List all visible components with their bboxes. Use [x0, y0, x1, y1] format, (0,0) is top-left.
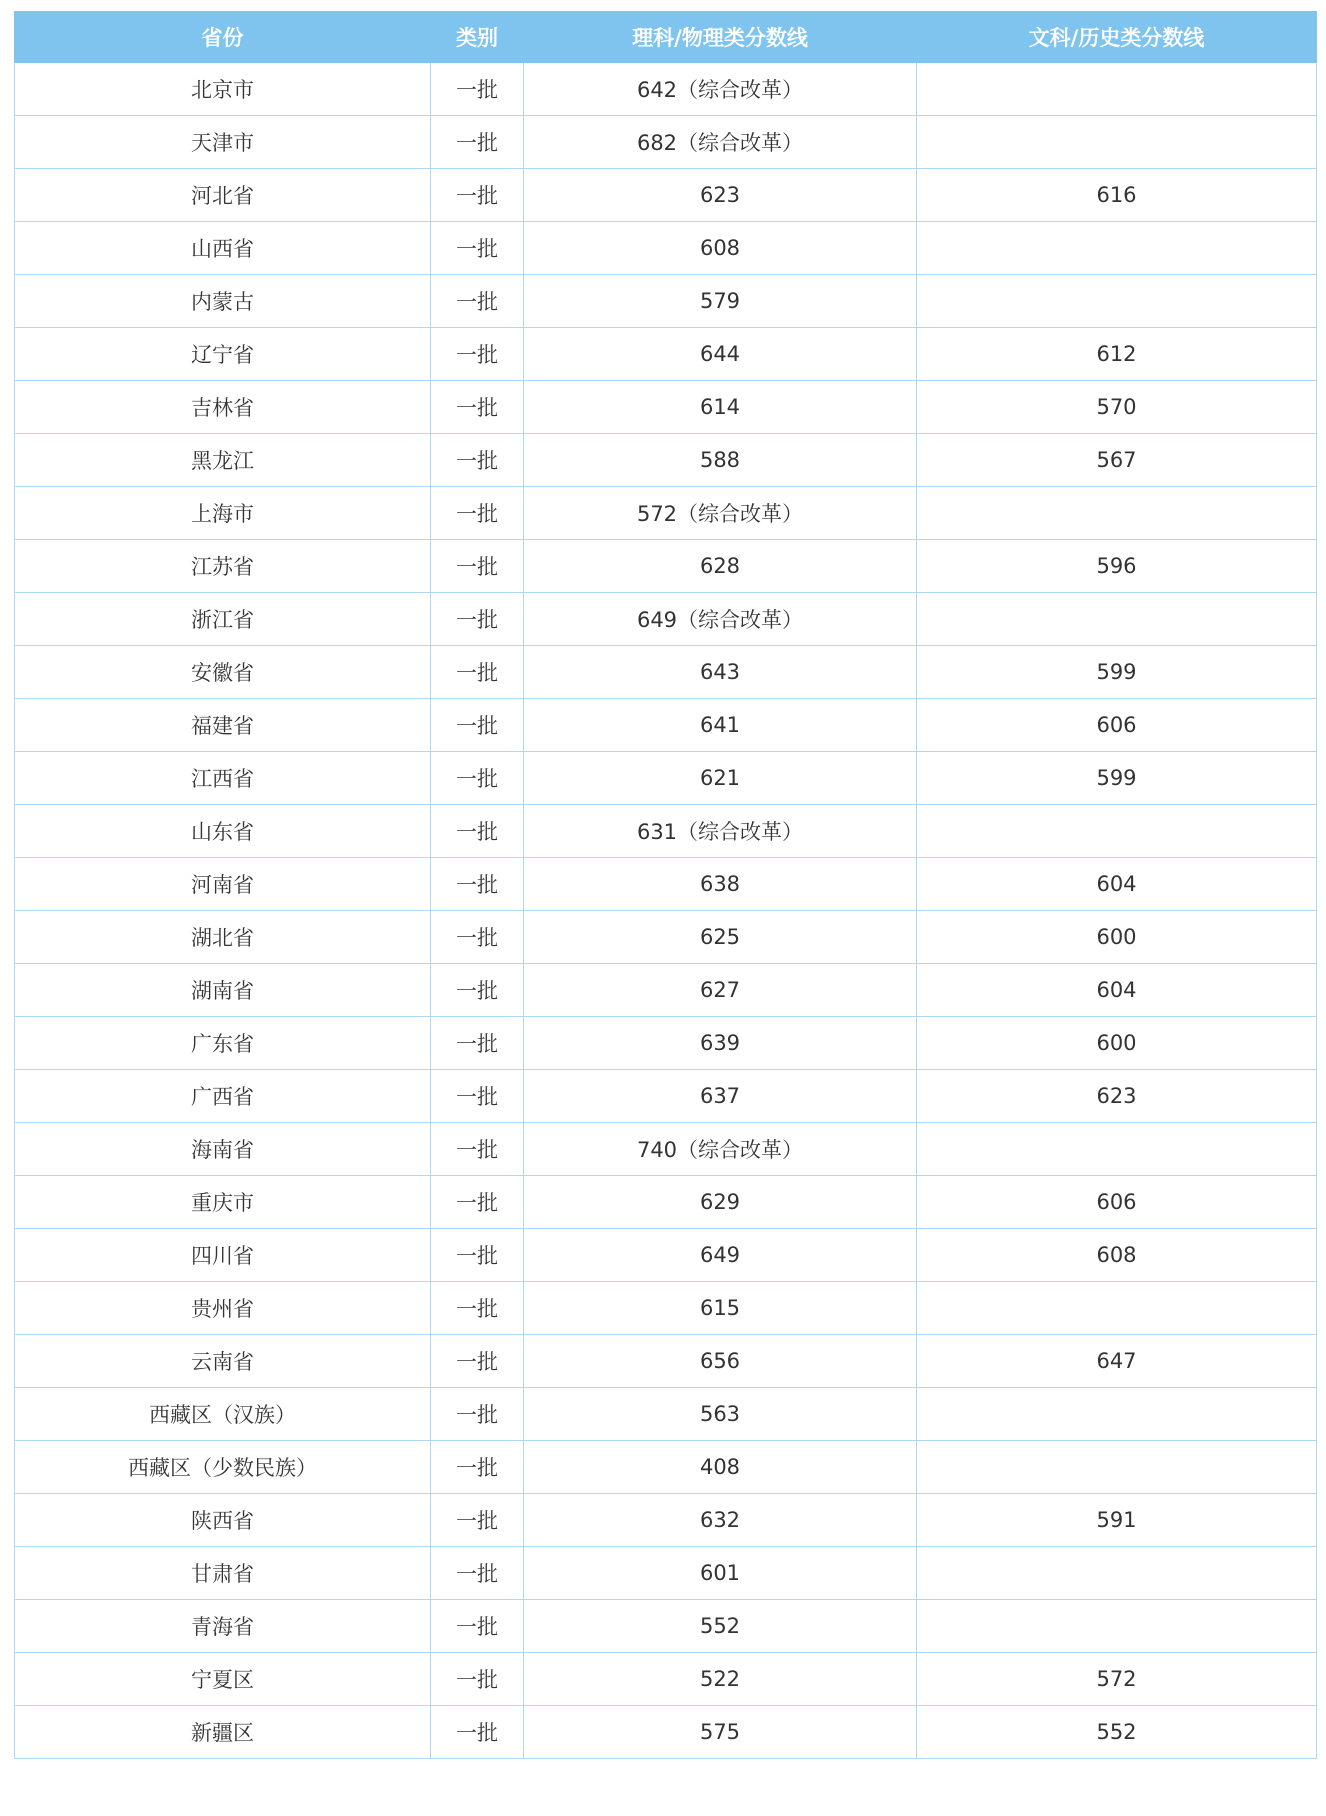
cell-science-score: 522 — [524, 1653, 917, 1706]
cell-category: 一批 — [431, 116, 524, 169]
table-row — [15, 752, 1317, 805]
cell-province: 山西省 — [15, 222, 431, 275]
cell-science-score: 572（综合改革） — [524, 487, 917, 540]
cell-category: 一批 — [431, 1494, 524, 1547]
cell-science-score: 625 — [524, 911, 917, 964]
cell-province: 上海市 — [15, 487, 431, 540]
cell-arts-score: 600 — [917, 911, 1317, 964]
cell-category: 一批 — [431, 1176, 524, 1229]
header-arts-score: 文科/历史类分数线 — [917, 12, 1317, 63]
cell-province: 西藏区（少数民族） — [15, 1441, 431, 1494]
table-row — [15, 646, 1317, 699]
table-row — [15, 1600, 1317, 1653]
cell-category: 一批 — [431, 1335, 524, 1388]
cell-arts-score: 647 — [917, 1335, 1317, 1388]
cell-science-score: 552 — [524, 1600, 917, 1653]
table-header — [15, 12, 1317, 63]
table-row — [15, 1335, 1317, 1388]
table-row — [15, 593, 1317, 646]
cell-category: 一批 — [431, 858, 524, 911]
cell-arts-score: 604 — [917, 964, 1317, 1017]
cell-science-score: 621 — [524, 752, 917, 805]
cell-category: 一批 — [431, 1441, 524, 1494]
table-body — [15, 63, 1317, 1759]
cell-category: 一批 — [431, 1123, 524, 1176]
cell-science-score: 643 — [524, 646, 917, 699]
score-table — [14, 11, 1317, 1759]
cell-category: 一批 — [431, 1600, 524, 1653]
table-row — [15, 169, 1317, 222]
cell-province: 安徽省 — [15, 646, 431, 699]
cell-category: 一批 — [431, 275, 524, 328]
cell-category: 一批 — [431, 911, 524, 964]
table-row — [15, 116, 1317, 169]
table-row — [15, 1070, 1317, 1123]
cell-science-score: 575 — [524, 1706, 917, 1759]
cell-arts-score: 567 — [917, 434, 1317, 487]
cell-arts-score — [917, 1282, 1317, 1335]
cell-province: 陕西省 — [15, 1494, 431, 1547]
cell-arts-score: 599 — [917, 752, 1317, 805]
cell-category: 一批 — [431, 1547, 524, 1600]
cell-province: 贵州省 — [15, 1282, 431, 1335]
cell-science-score: 631（综合改革） — [524, 805, 917, 858]
cell-arts-score — [917, 593, 1317, 646]
table-row — [15, 699, 1317, 752]
cell-science-score: 615 — [524, 1282, 917, 1335]
cell-province: 黑龙江 — [15, 434, 431, 487]
cell-arts-score — [917, 116, 1317, 169]
cell-arts-score: 608 — [917, 1229, 1317, 1282]
table-row — [15, 222, 1317, 275]
cell-category: 一批 — [431, 1282, 524, 1335]
cell-science-score: 588 — [524, 434, 917, 487]
table-row — [15, 540, 1317, 593]
cell-arts-score: 604 — [917, 858, 1317, 911]
table-row — [15, 964, 1317, 1017]
cell-province: 宁夏区 — [15, 1653, 431, 1706]
table-row — [15, 911, 1317, 964]
cell-science-score: 644 — [524, 328, 917, 381]
cell-province: 云南省 — [15, 1335, 431, 1388]
cell-province: 天津市 — [15, 116, 431, 169]
cell-category: 一批 — [431, 434, 524, 487]
cell-category: 一批 — [431, 752, 524, 805]
table-row — [15, 1653, 1317, 1706]
cell-arts-score — [917, 1123, 1317, 1176]
cell-category: 一批 — [431, 328, 524, 381]
cell-province: 浙江省 — [15, 593, 431, 646]
table-row — [15, 1547, 1317, 1600]
cell-province: 四川省 — [15, 1229, 431, 1282]
cell-science-score: 649 — [524, 1229, 917, 1282]
cell-science-score: 632 — [524, 1494, 917, 1547]
score-table-container — [14, 11, 1316, 1759]
cell-category: 一批 — [431, 169, 524, 222]
table-row — [15, 434, 1317, 487]
cell-arts-score: 606 — [917, 699, 1317, 752]
cell-science-score: 628 — [524, 540, 917, 593]
cell-arts-score — [917, 63, 1317, 116]
cell-province: 青海省 — [15, 1600, 431, 1653]
header-province: 省份 — [15, 12, 431, 63]
cell-province: 山东省 — [15, 805, 431, 858]
cell-category: 一批 — [431, 1706, 524, 1759]
cell-arts-score: 606 — [917, 1176, 1317, 1229]
cell-category: 一批 — [431, 805, 524, 858]
cell-science-score: 563 — [524, 1388, 917, 1441]
cell-arts-score: 623 — [917, 1070, 1317, 1123]
table-row — [15, 1494, 1317, 1547]
table-row — [15, 275, 1317, 328]
cell-province: 河南省 — [15, 858, 431, 911]
cell-arts-score — [917, 805, 1317, 858]
cell-science-score: 627 — [524, 964, 917, 1017]
cell-category: 一批 — [431, 646, 524, 699]
cell-province: 海南省 — [15, 1123, 431, 1176]
table-row — [15, 63, 1317, 116]
cell-arts-score — [917, 1600, 1317, 1653]
cell-science-score: 649（综合改革） — [524, 593, 917, 646]
cell-science-score: 623 — [524, 169, 917, 222]
cell-science-score: 642（综合改革） — [524, 63, 917, 116]
cell-science-score: 656 — [524, 1335, 917, 1388]
cell-science-score: 641 — [524, 699, 917, 752]
table-row — [15, 1282, 1317, 1335]
cell-arts-score: 591 — [917, 1494, 1317, 1547]
cell-province: 西藏区（汉族） — [15, 1388, 431, 1441]
cell-arts-score: 552 — [917, 1706, 1317, 1759]
cell-category: 一批 — [431, 1388, 524, 1441]
table-row — [15, 1123, 1317, 1176]
cell-science-score: 638 — [524, 858, 917, 911]
cell-arts-score — [917, 1388, 1317, 1441]
cell-province: 辽宁省 — [15, 328, 431, 381]
header-row — [15, 12, 1317, 63]
cell-science-score: 614 — [524, 381, 917, 434]
cell-arts-score — [917, 1547, 1317, 1600]
cell-province: 北京市 — [15, 63, 431, 116]
table-row — [15, 1388, 1317, 1441]
cell-province: 福建省 — [15, 699, 431, 752]
cell-province: 内蒙古 — [15, 275, 431, 328]
cell-province: 甘肃省 — [15, 1547, 431, 1600]
cell-province: 河北省 — [15, 169, 431, 222]
cell-category: 一批 — [431, 964, 524, 1017]
cell-category: 一批 — [431, 222, 524, 275]
cell-arts-score — [917, 1441, 1317, 1494]
cell-province: 江西省 — [15, 752, 431, 805]
cell-category: 一批 — [431, 1653, 524, 1706]
cell-category: 一批 — [431, 63, 524, 116]
cell-arts-score: 600 — [917, 1017, 1317, 1070]
cell-category: 一批 — [431, 381, 524, 434]
table-row — [15, 487, 1317, 540]
cell-science-score: 682（综合改革） — [524, 116, 917, 169]
cell-category: 一批 — [431, 1017, 524, 1070]
cell-province: 新疆区 — [15, 1706, 431, 1759]
cell-science-score: 639 — [524, 1017, 917, 1070]
cell-arts-score — [917, 487, 1317, 540]
table-row — [15, 1017, 1317, 1070]
table-row — [15, 381, 1317, 434]
cell-arts-score: 616 — [917, 169, 1317, 222]
cell-province: 湖北省 — [15, 911, 431, 964]
cell-category: 一批 — [431, 1229, 524, 1282]
cell-arts-score: 596 — [917, 540, 1317, 593]
cell-science-score: 601 — [524, 1547, 917, 1600]
cell-province: 广西省 — [15, 1070, 431, 1123]
table-row — [15, 1176, 1317, 1229]
header-science-score: 理科/物理类分数线 — [524, 12, 917, 63]
cell-arts-score: 572 — [917, 1653, 1317, 1706]
cell-category: 一批 — [431, 699, 524, 752]
cell-province: 湖南省 — [15, 964, 431, 1017]
cell-arts-score: 612 — [917, 328, 1317, 381]
cell-arts-score — [917, 275, 1317, 328]
cell-province: 吉林省 — [15, 381, 431, 434]
cell-arts-score: 599 — [917, 646, 1317, 699]
cell-science-score: 637 — [524, 1070, 917, 1123]
cell-province: 广东省 — [15, 1017, 431, 1070]
table-row — [15, 805, 1317, 858]
cell-category: 一批 — [431, 487, 524, 540]
cell-science-score: 629 — [524, 1176, 917, 1229]
cell-science-score: 579 — [524, 275, 917, 328]
table-row — [15, 858, 1317, 911]
cell-province: 江苏省 — [15, 540, 431, 593]
cell-science-score: 740（综合改革） — [524, 1123, 917, 1176]
header-category: 类别 — [431, 12, 524, 63]
table-row — [15, 1706, 1317, 1759]
cell-science-score: 408 — [524, 1441, 917, 1494]
cell-science-score: 608 — [524, 222, 917, 275]
cell-category: 一批 — [431, 593, 524, 646]
cell-arts-score: 570 — [917, 381, 1317, 434]
table-row — [15, 1229, 1317, 1282]
cell-province: 重庆市 — [15, 1176, 431, 1229]
table-row — [15, 1441, 1317, 1494]
table-row — [15, 328, 1317, 381]
cell-category: 一批 — [431, 1070, 524, 1123]
cell-arts-score — [917, 222, 1317, 275]
cell-category: 一批 — [431, 540, 524, 593]
